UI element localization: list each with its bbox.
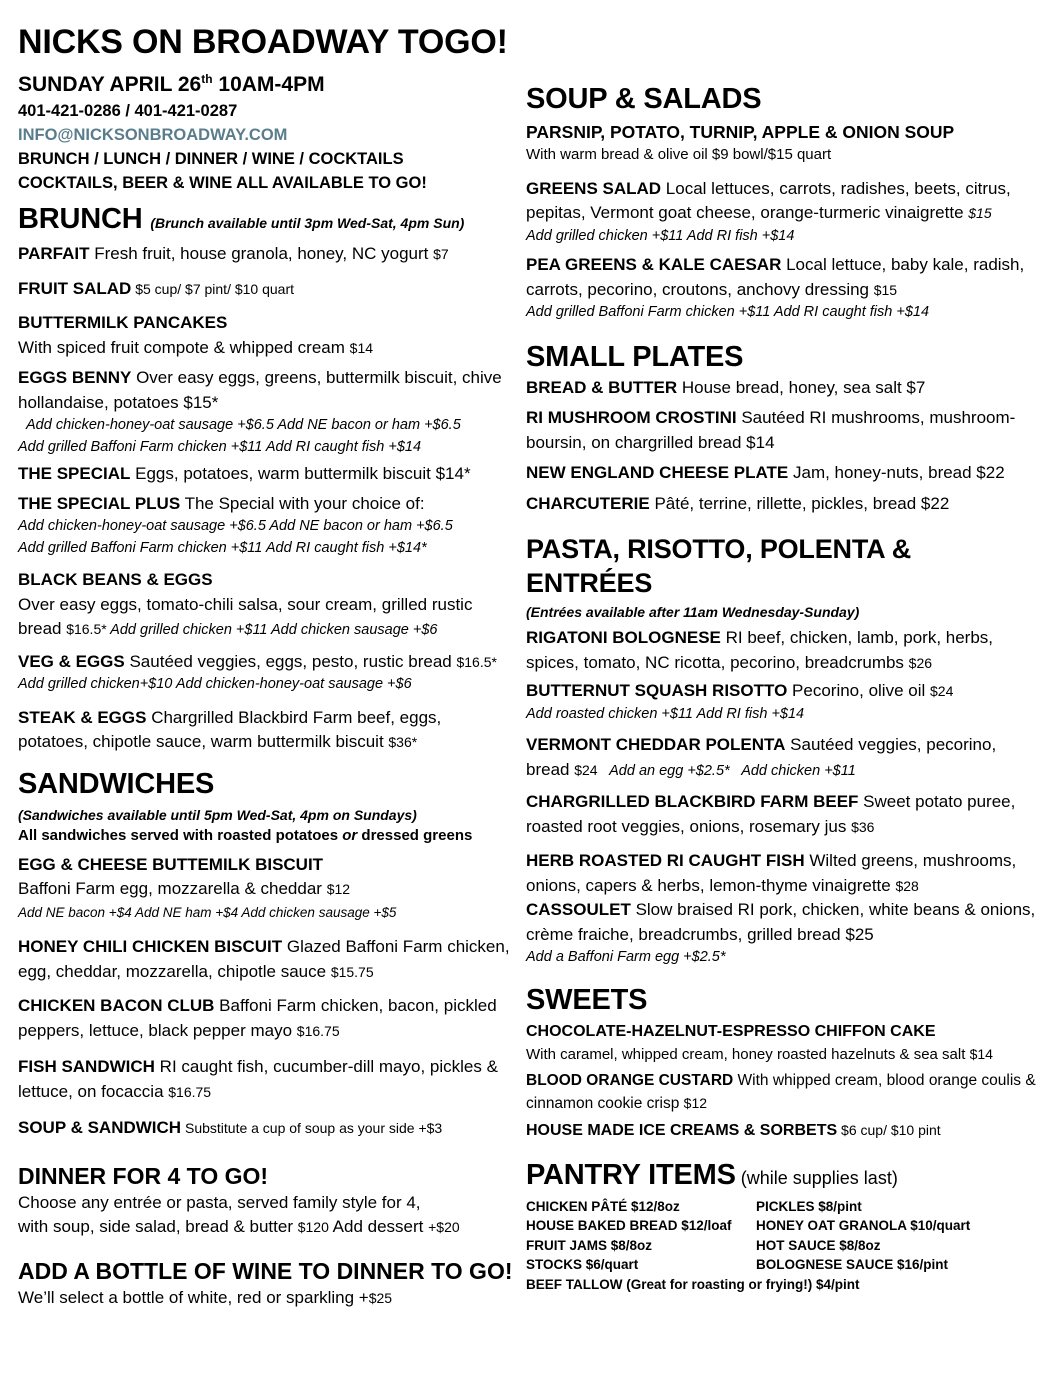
sandwiches-sides-note: All sandwiches served with roasted potatoes or dressed greens xyxy=(18,826,473,844)
add-on-line: Add grilled Baffoni Farm chicken +$11 Add RI caught fish +$14* xyxy=(18,539,427,556)
add-on-line: Add grilled Baffoni Farm chicken +$11 Add RI caught fish +$14 xyxy=(526,304,930,320)
menu-item-charcuterie: CHARCUTERIE Pâté, terrine, rillette, pickles, bread $22 xyxy=(526,493,950,513)
add-on-line: Add chicken-honey-oat sausage +$6.5 Add NE bacon or ham +$6.5 xyxy=(26,417,461,433)
wine-desc: We’ll select a bottle of white, red or sparkling +$25 xyxy=(18,1287,393,1307)
soup-salads-heading: SOUP & SALADS xyxy=(526,83,762,115)
menu-item-veg-eggs: VEG & EGGS Sautéed veggies, eggs, pesto, rustic bread $16.5* xyxy=(18,651,497,671)
menu-item-rigatoni: RIGATONI BOLOGNESE RI beef, chicken, lamb, pork, herbs, spices, tomato, NC ricotta, pecorino, breadcrumbs $26 xyxy=(526,628,994,672)
menu-item-polenta: VERMONT CHEDDAR POLENTA Sautéed veggies, pecorino, bread $24 Add an egg +$2.5* Add chicken +$11 xyxy=(526,735,997,779)
chiffon-desc: With caramel, whipped cream, honey roasted hazelnuts & sea salt $14 xyxy=(526,1045,993,1063)
pantry-item: STOCKS $6/quart xyxy=(526,1257,639,1272)
menu-item-bread-butter: BREAD & BUTTER House bread, honey, sea salt $7 xyxy=(526,377,926,397)
pantry-item: HONEY OAT GRANOLA $10/quart xyxy=(756,1218,971,1233)
menu-item-steak-eggs: STEAK & EGGS Chargrilled Blackbird Farm beef, eggs, potatoes, chipotle sauce, warm buttermilk biscuit $36* xyxy=(18,707,442,751)
dinner-for-4-desc: Choose any entrée or pasta, served family style for 4, with soup, side salad, bread & butter $120 Add dessert +$20 xyxy=(18,1192,460,1236)
services-line: BRUNCH / LUNCH / DINNER / WINE / COCKTAILS xyxy=(18,150,404,168)
date-hours: SUNDAY APRIL 26th 10AM-4PM xyxy=(18,72,325,96)
pantry-item: PICKLES $8/pint xyxy=(756,1198,862,1214)
menu-item-crostini: RI MUSHROOM CROSTINI Sautéed RI mushrooms, mushroom-boursin, on chargrilled bread $14 xyxy=(526,408,1016,452)
pantry-item: FRUIT JAMS $8/8oz xyxy=(526,1237,653,1253)
wine-heading: ADD A BOTTLE OF WINE TO DINNER TO GO! xyxy=(18,1257,513,1284)
pantry-item: BEEF TALLOW (Great for roasting or frying!) $4/pint xyxy=(526,1276,860,1292)
menu-item-pancakes: BUTTERMILK PANCAKES With spiced fruit compote & whipped cream $14 xyxy=(18,313,374,357)
menu-item-special: THE SPECIAL Eggs, potatoes, warm buttermilk biscuit $14* xyxy=(18,464,471,483)
add-on-line: Add NE bacon +$4 Add NE ham +$4 Add chicken sausage +$5 xyxy=(18,904,397,920)
menu-item-ice-creams: HOUSE MADE ICE CREAMS & SORBETS $6 cup/ $10 pint xyxy=(526,1121,941,1139)
to-go-line: COCKTAILS, BEER & WINE ALL AVAILABLE TO GO! xyxy=(18,174,427,192)
add-on-line: Add roasted chicken +$11 Add RI fish +$14 xyxy=(526,705,805,722)
dinner-for-4-heading: DINNER FOR 4 TO GO! xyxy=(18,1162,269,1189)
pantry-item: BOLOGNESE SAUCE $16/pint xyxy=(756,1257,949,1272)
menu-item-ri-fish: HERB ROASTED RI CAUGHT FISH Wilted greens, mushrooms, onions, capers & herbs, lemon-thyme vinaigrette $28 xyxy=(526,851,1017,895)
add-on-line: Add chicken-honey-oat sausage +$6.5 Add NE bacon or ham +$6.5 xyxy=(18,518,453,534)
brunch-heading: BRUNCH (Brunch available until 3pm Wed-Sat, 4pm Sun) xyxy=(18,203,465,235)
menu-item-greens-salad: GREENS SALAD Local lettuces, carrots, radishes, beets, citrus, pepitas, Vermont goat cheese, orange-turmeric vinaigrette $15 xyxy=(526,178,1011,222)
pantry-item: HOT SAUCE $8/8oz xyxy=(756,1237,881,1253)
menu-item-special-plus: THE SPECIAL PLUS The Special with your choice of: xyxy=(18,493,425,513)
menu-item-blackbird-beef: CHARGRILLED BLACKBIRD FARM BEEF Sweet potato puree, roasted root veggies, onions, rosemary jus $36 xyxy=(526,792,1016,836)
page-title: NICKS ON BROADWAY TOGO! xyxy=(18,23,508,61)
add-on-line: Add grilled chicken +$11 Add RI fish +$14 xyxy=(526,227,795,244)
menu-item-fish-sandwich: FISH SANDWICH RI caught fish, cucumber-dill mayo, pickles & lettuce, on focaccia $16.75 xyxy=(18,1057,498,1101)
menu-item-soup-sandwich: SOUP & SANDWICH Substitute a cup of soup as your side +$3 xyxy=(18,1118,443,1137)
menu-item-parfait: PARFAIT Fresh fruit, house granola, honey, NC yogurt $7 xyxy=(18,244,449,263)
pantry-heading: PANTRY ITEMS (while supplies last) xyxy=(526,1158,898,1191)
add-on-line: Add grilled chicken+$10 Add chicken-honey-oat sausage +$6 xyxy=(18,676,412,692)
phone-numbers: 401-421-0286 / 401-421-0287 xyxy=(18,102,238,120)
menu-item-club: CHICKEN BACON CLUB Baffoni Farm chicken, bacon, pickled peppers, lettuce, black pepper mayo $16.75 xyxy=(18,996,497,1040)
pantry-item: CHICKEN PÂTÉ $12/8oz xyxy=(526,1198,680,1214)
menu-item-cheese-plate: NEW ENGLAND CHEESE PLATE Jam, honey-nuts, bread $22 xyxy=(526,463,1005,482)
add-on-line: Add grilled Baffoni Farm chicken +$11 Add RI caught fish +$14 xyxy=(18,438,422,455)
small-plates-heading: SMALL PLATES xyxy=(526,340,744,373)
pasta-heading: PASTA, RISOTTO, POLENTA & ENTRÉES xyxy=(526,534,912,598)
menu-item-fruit-salad: FRUIT SALAD $5 cup/ $7 pint/ $10 quart xyxy=(18,278,295,298)
email-link[interactable]: INFO@NICKSONBROADWAY.COM xyxy=(18,126,288,144)
pasta-note: (Entrées available after 11am Wednesday-Sunday) xyxy=(526,604,860,620)
sandwiches-heading: SANDWICHES xyxy=(18,767,215,800)
menu-item-egg-cheese: EGG & CHEESE BUTTEMILK BISCUIT Baffoni Farm egg, mozzarella & cheddar $12 xyxy=(18,854,351,898)
sandwiches-note: (Sandwiches available until 5pm Wed-Sat, 4pm on Sundays) xyxy=(18,806,417,823)
menu-item-risotto: BUTTERNUT SQUASH RISOTTO Pecorino, olive oil $24 xyxy=(526,681,954,700)
add-on-line: Add a Baffoni Farm egg +$2.5* xyxy=(526,949,726,965)
left-column xyxy=(18,0,513,1310)
menu-item-eggs-benny: EGGS BENNY Over easy eggs, greens, buttermilk biscuit, chive hollandaise, potatoes $15* xyxy=(18,368,502,412)
menu-item-black-beans: BLACK BEANS & EGGS Over easy eggs, tomato-chili salsa, sour cream, grilled rustic bread $16.5* Add grilled chicken +$11 Add chicken sausage +$6 xyxy=(18,570,473,638)
menu-item-chiffon-cake: CHOCOLATE-HAZELNUT-ESPRESSO CHIFFON CAKE xyxy=(526,1022,936,1040)
menu-item-kale-caesar: PEA GREENS & KALE CAESAR Local lettuce, baby kale, radish, carrots, pecorino, croutons, anchovy dressing $15 xyxy=(526,255,1025,299)
right-column xyxy=(526,0,1041,1294)
pantry-list xyxy=(526,1197,1041,1295)
sweets-heading: SWEETS xyxy=(526,983,648,1016)
menu-item-honey-chili: HONEY CHILI CHICKEN BISCUIT Glazed Baffoni Farm chicken, egg, cheddar, mozzarella, chipotle sauce $15.75 xyxy=(18,937,510,981)
menu-item-soup: PARSNIP, POTATO, TURNIP, APPLE & ONION SOUP xyxy=(526,122,955,142)
pantry-item: HOUSE BAKED BREAD $12/loaf xyxy=(526,1218,732,1233)
menu-item-blood-orange-custard: BLOOD ORANGE CUSTARD With whipped cream, blood orange coulis & cinnamon cookie crisp $12 xyxy=(526,1071,1036,1112)
soup-desc: With warm bread & olive oil $9 bowl/$15 quart xyxy=(526,145,832,163)
menu-item-cassoulet: CASSOULET Slow braised RI pork, chicken, white beans & onions, crème fraiche, breadcrumbs, grilled bread $25 xyxy=(526,900,1036,944)
